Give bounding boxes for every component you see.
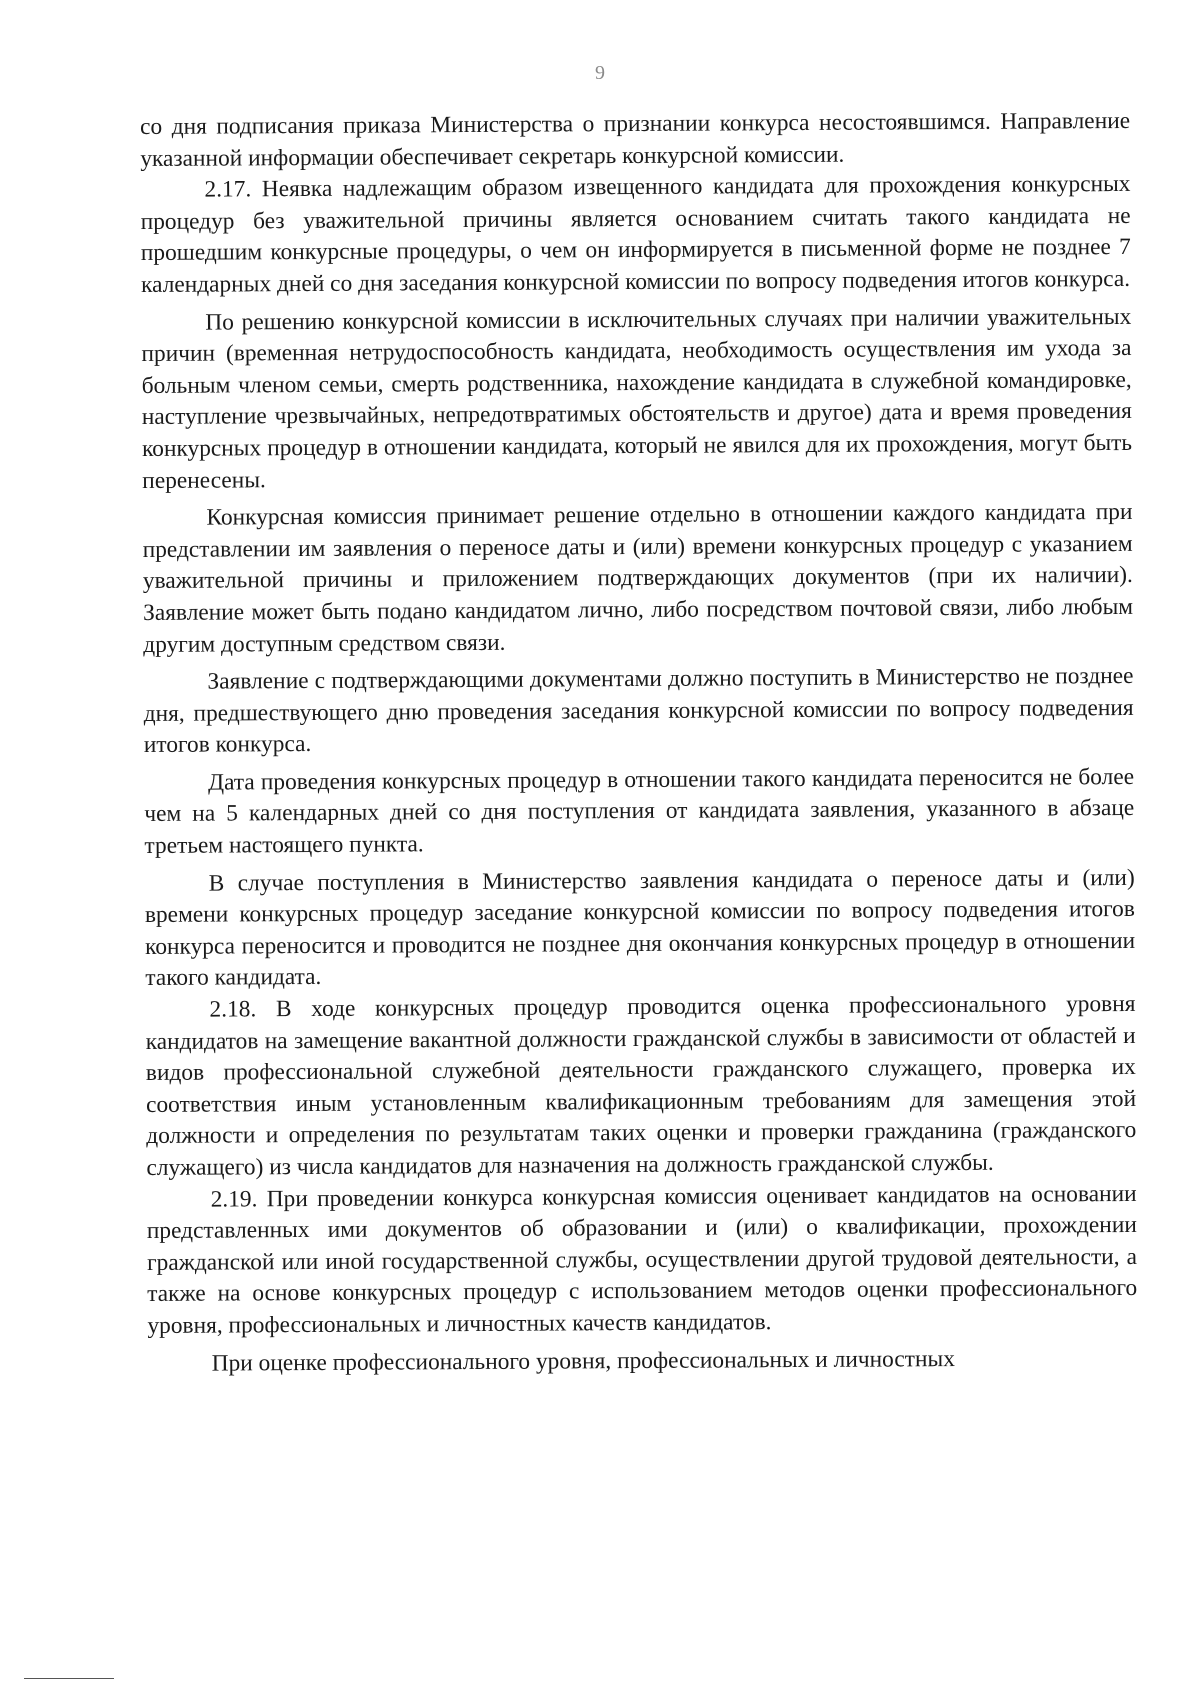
paragraph-date-postponement: Дата проведения конкурсных процедур в отношении такого кандидата переносится не более чем на 5 календарных дней со дня поступления от кандидата заявления, указанного в абзаце третьем настоящего пункта. [144,763,1135,860]
paragraph-assessment: При оценке профессионального уровня, профессиональных и личностных [211,1345,955,1377]
paragraph-application-deadline: Заявление с подтверждающими документами должно поступить в Министерство не позднее дня, предшествующего дню проведения заседания конкурсной комиссии по вопросу подведения итогов конкурса. [143,663,1134,759]
paragraph-continuation: со дня подписания приказа Министерства о признании конкурса несостоявшимся. Направление указанной информации обеспечивает секретарь конкурсной комиссии. [140,107,1131,172]
document-body [140,106,1138,1380]
paragraph-meeting-postponement: В случае поступления в Министерство заявления кандидата о переносе даты и (или) времени конкурсных процедур заседание конкурсной комиссии по вопросу подведения итогов конкурса переносится и проводится не позднее дня окончания конкурсных процедур в отношении такого кандидата. [144,864,1136,992]
paragraph-2-18: 2.18. В ходе конкурсных процедур проводится оценка профессионального уровня кандидатов на замещение вакантной должности гражданской службы в зависимости от областей и видов профессиональной служебной деятельности гражданского служащего, проверка их соответствия иным установленным квалификационным требованиям для замещения этой должности и определения по результатам таких оценки и проверки гражданина (гражданского служащего) из числа кандидатов для назначения на должность гражданской службы. [145,990,1137,1181]
paragraph-2-17: 2.17. Неявка надлежащим образом извещенного кандидата для прохождения конкурсных процедур без уважительной причины является основанием считать такого кандидата не прошедшим конкурсные процедуры, о чем он информируется в письменной форме не позднее 7 календарных дней со дня заседания конкурсной комиссии по вопросу подведения итогов конкурса. [140,171,1131,298]
page-number: 9 [595,62,605,84]
paragraph-2-19: 2.19. При проведении конкурса конкурсная комиссия оценивает кандидатов на основании представленных ими документов об образовании и (или) о квалификации, прохождении гражданской или иной государственной службы, осуществлении другой трудовой деятельности, а также на основе конкурсных процедур с использованием методов оценки профессионального уровня, профессиональных и личностных качеств кандидатов. [146,1180,1138,1339]
scan-edge-line [24,1678,114,1679]
paragraph-commission-decision: Конкурсная комиссия принимает решение отдельно в отношении каждого кандидата при представлении им заявления о переносе даты и (или) времени конкурсных процедур с указанием уважительной причины и приложением подтверждающих документов (при их наличии). Заявление может быть подано кандидатом лично, либо посредством почтовой связи, либо любым другим доступным средством связи. [142,499,1134,658]
paragraph-rescheduling-decision: По решению конкурсной комиссии в исключительных случаях при наличии уважительных причин (временная нетрудоспособность кандидата, необходимость осуществления им ухода за больным членом семьи, смерть родственника, нахождение кандидата в служебной командировке, наступление чрезвычайных, непредотвратимых обстоятельств и другое) дата и время проведения конкурсных процедур в отношении кандидата, который не явился для их прохождения, могут быть перенесены. [141,303,1133,494]
